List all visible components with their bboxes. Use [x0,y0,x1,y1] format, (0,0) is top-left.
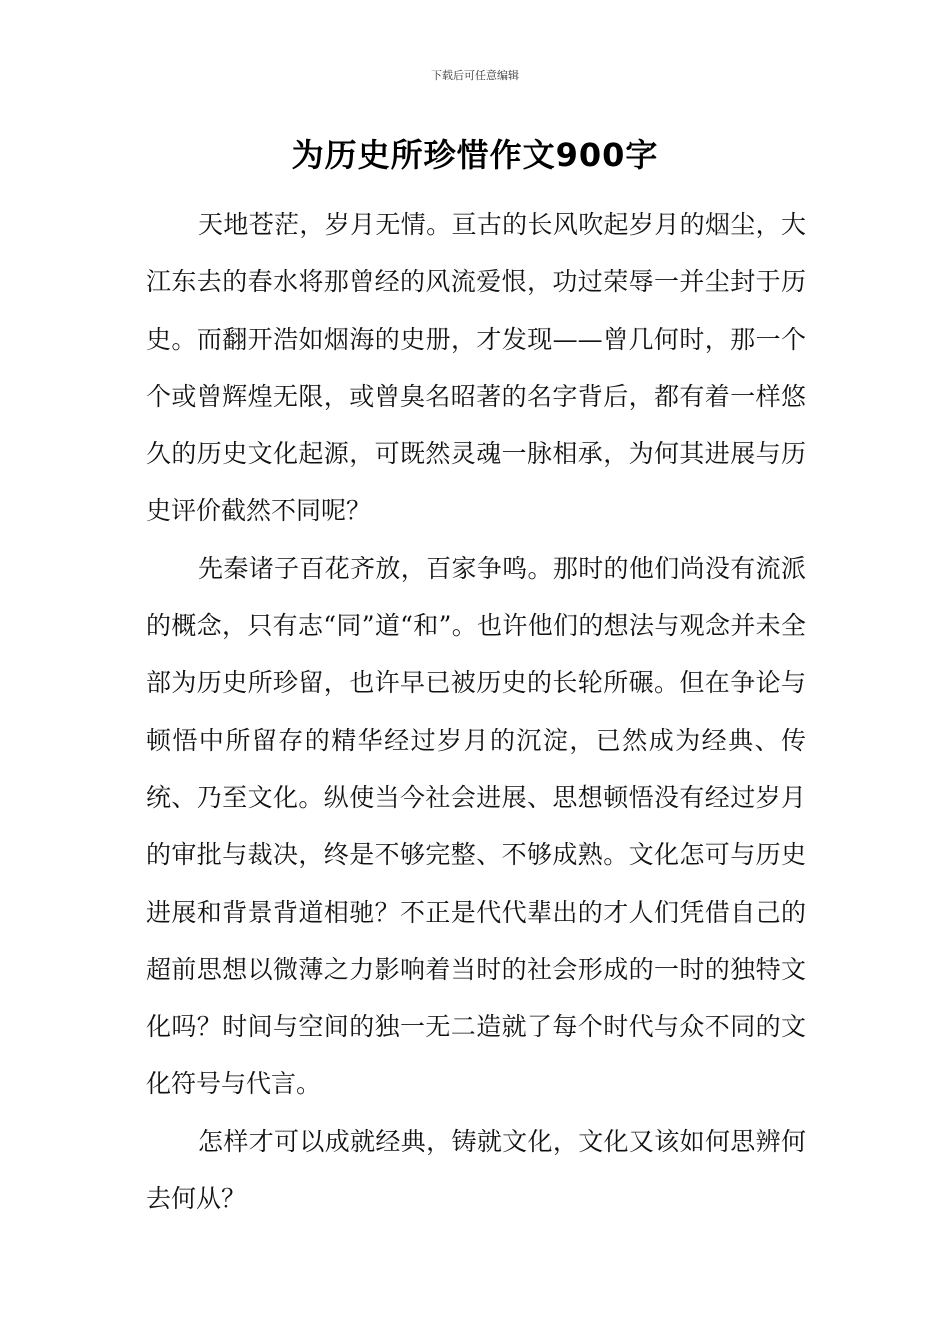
paragraph-2: 先秦诸子百花齐放，百家争鸣。那时的他们尚没有流派的概念，只有志“同”道“和”。也许他们的想法与观念并未全部为历史所珍留，也许早已被历史的长轮所碾。但在争论与顿悟中所留存的精华经过岁月的沉淀，已然成为经典、传统、乃至文化。纵使当今社会进展、思想顿悟没有经过岁月的审批与裁决，终是不够完整、不够成熟。文化怎可与历史进展和背景背道相驰？不正是代代辈出的才人们凭借自己的超前思想以微薄之力影响着当时的社会形成的一时的独特文化吗？时间与空间的独一无二造就了每个时代与众不同的文化符号与代言。 [146,553,806,1099]
paragraph-3: 怎样才可以成就经典，铸就文化，文化又该如何思辨何去何从？ [146,1126,806,1214]
paragraph-1: 天地苍茫，岁月无情。亘古的长风吹起岁月的烟尘，大江东去的春水将那曾经的风流爱恨，功过荣辱一并尘封于历史。而翻开浩如烟海的史册，才发现——曾几何时，那一个个或曾辉煌无限，或曾臭名昭著的名字背后，都有着一样悠久的历史文化起源，可既然灵魂一脉相承，为何其进展与历史评价截然不同呢？ [146,210,806,526]
header-note: 下载后可任意编辑 [431,69,519,82]
document-title: 为历史所珍惜作文900字 [291,136,659,174]
document-body [146,196,806,1227]
